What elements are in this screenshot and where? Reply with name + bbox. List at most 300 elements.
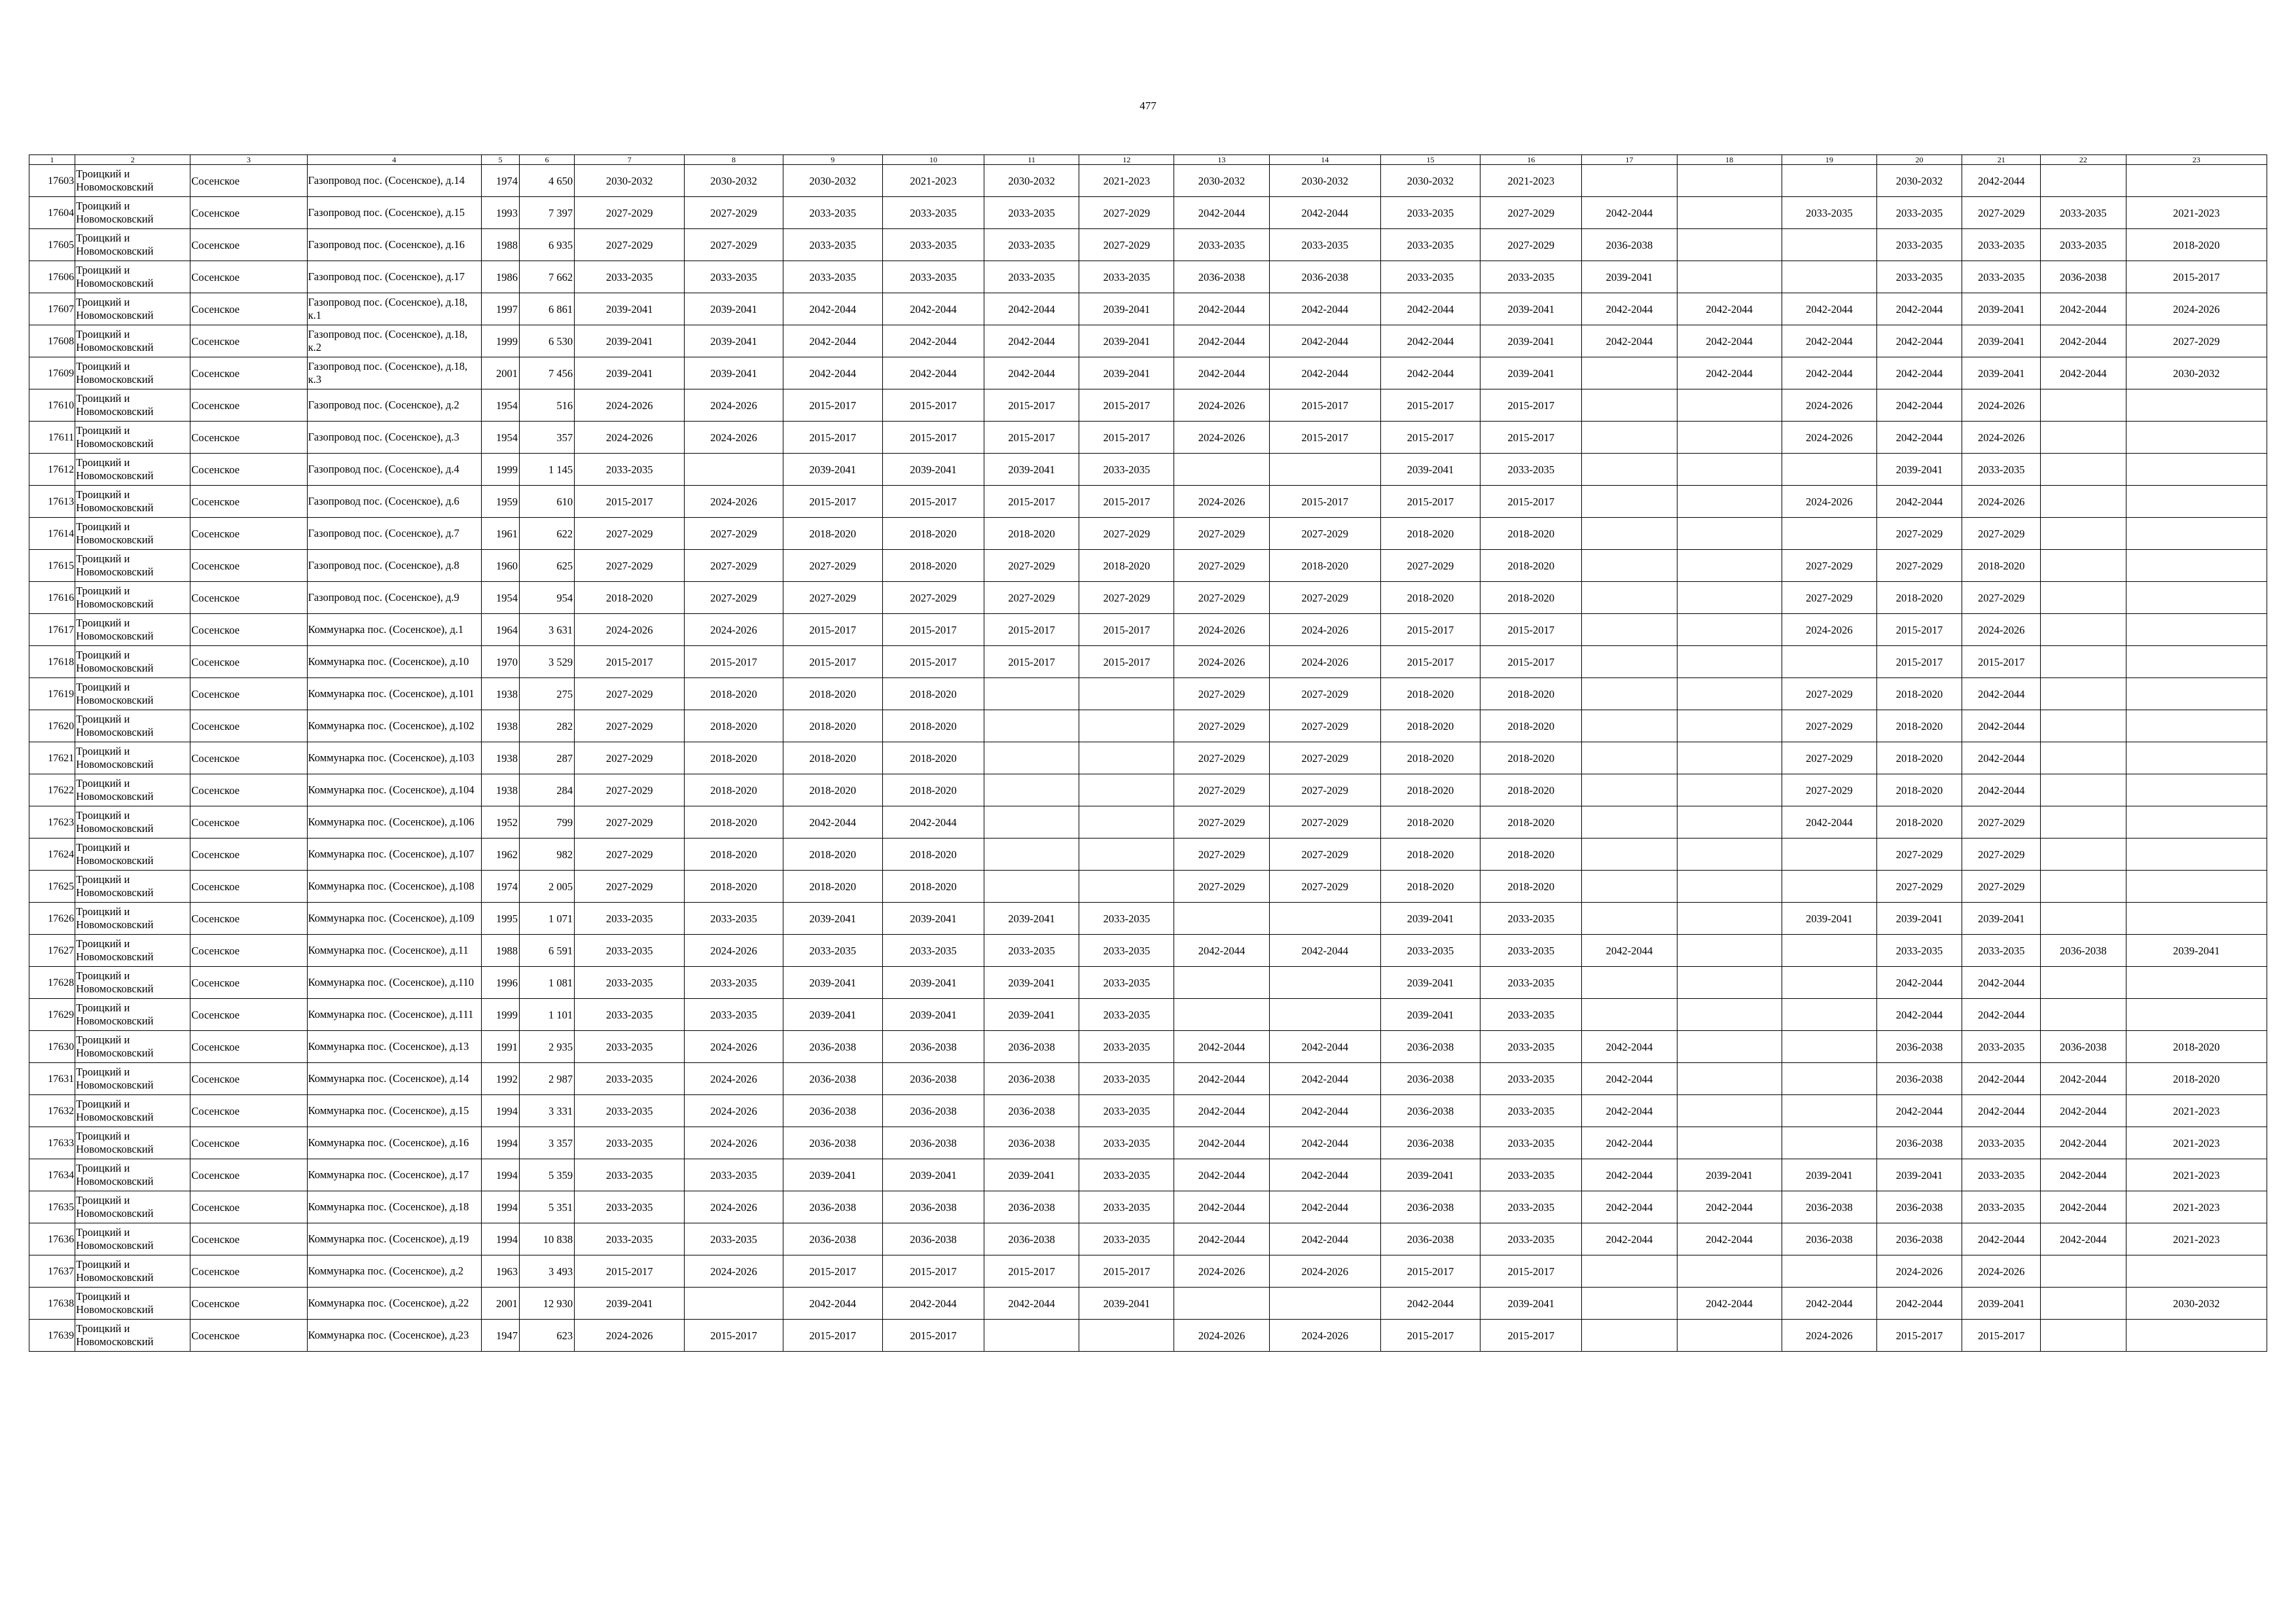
table-row — [29, 261, 2267, 293]
table-cell-col-5: 1994 — [481, 1095, 519, 1127]
table-cell-col-5: 1961 — [481, 518, 519, 550]
table-cell-col-15: 2036-2038 — [1380, 1127, 1480, 1159]
column-number-7: 7 — [575, 155, 685, 165]
table-cell-col-22 — [2041, 582, 2126, 614]
table-cell-col-18 — [1677, 229, 1782, 261]
table-row — [29, 903, 2267, 935]
table-cell-col-21: 2042-2044 — [1962, 678, 2041, 710]
table-cell-col-5: 1963 — [481, 1255, 519, 1288]
table-cell-col-19 — [1782, 1063, 1876, 1095]
table-cell-col-14: 2027-2029 — [1269, 839, 1380, 871]
table-cell-col-11: 2036-2038 — [984, 1063, 1079, 1095]
table-cell-col-15: 2042-2044 — [1380, 325, 1480, 357]
table-cell-col-10: 2033-2035 — [882, 197, 984, 229]
table-cell-col-1: 17634 — [29, 1159, 75, 1191]
table-cell-col-20: 2027-2029 — [1876, 839, 1962, 871]
table-cell-col-4: Коммунарка пос. (Сосенское), д.103 — [307, 742, 481, 774]
table-cell-col-10: 2021-2023 — [882, 165, 984, 197]
table-cell-col-6: 1 071 — [520, 903, 575, 935]
table-cell-col-11: 2015-2017 — [984, 486, 1079, 518]
table-cell-col-23 — [2126, 999, 2267, 1031]
table-cell-col-19 — [1782, 999, 1876, 1031]
table-cell-col-19 — [1782, 646, 1876, 678]
table-cell-col-19 — [1782, 165, 1876, 197]
table-cell-col-1: 17621 — [29, 742, 75, 774]
table-cell-col-1: 17624 — [29, 839, 75, 871]
table-cell-col-1: 17635 — [29, 1191, 75, 1223]
table-cell-col-5: 1974 — [481, 165, 519, 197]
table-cell-col-7: 2015-2017 — [575, 486, 685, 518]
table-cell-col-21: 2042-2044 — [1962, 165, 2041, 197]
table-cell-col-9: 2015-2017 — [783, 614, 882, 646]
table-cell-col-11 — [984, 839, 1079, 871]
table-cell-col-2: Троицкий и Новомосковский — [75, 1095, 190, 1127]
table-cell-col-4: Коммунарка пос. (Сосенское), д.15 — [307, 1095, 481, 1127]
table-cell-col-2: Троицкий и Новомосковский — [75, 197, 190, 229]
table-cell-col-6: 6 591 — [520, 935, 575, 967]
table-cell-col-19: 2042-2044 — [1782, 357, 1876, 389]
table-cell-col-14: 2042-2044 — [1269, 293, 1380, 325]
table-cell-col-17 — [1582, 422, 1677, 454]
table-cell-col-23: 2030-2032 — [2126, 1288, 2267, 1320]
table-cell-col-10: 2018-2020 — [882, 839, 984, 871]
table-cell-col-4: Газопровод пос. (Сосенское), д.16 — [307, 229, 481, 261]
table-cell-col-22 — [2041, 486, 2126, 518]
table-cell-col-16: 2033-2035 — [1480, 999, 1582, 1031]
table-row — [29, 422, 2267, 454]
table-cell-col-12: 2033-2035 — [1079, 1095, 1174, 1127]
table-cell-col-6: 623 — [520, 1320, 575, 1352]
table-cell-col-10: 2036-2038 — [882, 1191, 984, 1223]
table-cell-col-5: 1954 — [481, 389, 519, 422]
table-cell-col-7: 2039-2041 — [575, 1288, 685, 1320]
table-cell-col-3: Сосенское — [190, 1223, 307, 1255]
table-cell-col-21: 2024-2026 — [1962, 422, 2041, 454]
table-cell-col-10: 2015-2017 — [882, 486, 984, 518]
table-cell-col-15: 2015-2017 — [1380, 646, 1480, 678]
table-cell-col-22: 2042-2044 — [2041, 1063, 2126, 1095]
table-row — [29, 710, 2267, 742]
table-cell-col-13: 2042-2044 — [1174, 293, 1269, 325]
table-cell-col-14: 2033-2035 — [1269, 229, 1380, 261]
table-cell-col-14: 2027-2029 — [1269, 582, 1380, 614]
table-cell-col-16: 2039-2041 — [1480, 1288, 1582, 1320]
table-cell-col-18 — [1677, 1063, 1782, 1095]
table-cell-col-18: 2042-2044 — [1677, 1223, 1782, 1255]
table-cell-col-21: 2033-2035 — [1962, 1031, 2041, 1063]
table-cell-col-1: 17612 — [29, 454, 75, 486]
table-cell-col-12: 2027-2029 — [1079, 197, 1174, 229]
table-cell-col-14: 2027-2029 — [1269, 518, 1380, 550]
table-cell-col-8: 2024-2026 — [685, 389, 783, 422]
table-cell-col-13: 2042-2044 — [1174, 357, 1269, 389]
table-cell-col-23: 2027-2029 — [2126, 325, 2267, 357]
table-cell-col-9: 2042-2044 — [783, 357, 882, 389]
table-cell-col-4: Газопровод пос. (Сосенское), д.18, к.3 — [307, 357, 481, 389]
table-cell-col-15: 2015-2017 — [1380, 614, 1480, 646]
table-cell-col-8: 2018-2020 — [685, 678, 783, 710]
table-cell-col-3: Сосенское — [190, 614, 307, 646]
table-cell-col-12 — [1079, 710, 1174, 742]
table-cell-col-10: 2039-2041 — [882, 999, 984, 1031]
table-cell-col-23: 2015-2017 — [2126, 261, 2267, 293]
table-cell-col-17: 2042-2044 — [1582, 1031, 1677, 1063]
table-cell-col-12: 2015-2017 — [1079, 646, 1174, 678]
table-cell-col-6: 357 — [520, 422, 575, 454]
table-cell-col-12 — [1079, 839, 1174, 871]
table-cell-col-16: 2033-2035 — [1480, 1159, 1582, 1191]
table-cell-col-21: 2033-2035 — [1962, 935, 2041, 967]
table-cell-col-7: 2033-2035 — [575, 1031, 685, 1063]
table-cell-col-16: 2018-2020 — [1480, 582, 1582, 614]
table-cell-col-10: 2039-2041 — [882, 903, 984, 935]
table-cell-col-20: 2018-2020 — [1876, 678, 1962, 710]
table-cell-col-16: 2033-2035 — [1480, 1223, 1582, 1255]
table-cell-col-9: 2042-2044 — [783, 325, 882, 357]
table-cell-col-3: Сосенское — [190, 486, 307, 518]
table-cell-col-19: 2027-2029 — [1782, 774, 1876, 806]
table-cell-col-14: 2018-2020 — [1269, 550, 1380, 582]
table-cell-col-13 — [1174, 454, 1269, 486]
table-cell-col-5: 1994 — [481, 1191, 519, 1223]
table-row — [29, 678, 2267, 710]
table-cell-col-22: 2042-2044 — [2041, 325, 2126, 357]
table-cell-col-23: 2024-2026 — [2126, 293, 2267, 325]
table-cell-col-19 — [1782, 839, 1876, 871]
table-cell-col-17 — [1582, 999, 1677, 1031]
table-cell-col-11: 2033-2035 — [984, 229, 1079, 261]
table-cell-col-9: 2018-2020 — [783, 774, 882, 806]
table-cell-col-20: 2036-2038 — [1876, 1223, 1962, 1255]
table-cell-col-18 — [1677, 1095, 1782, 1127]
table-cell-col-1: 17626 — [29, 903, 75, 935]
table-cell-col-17: 2042-2044 — [1582, 1127, 1677, 1159]
table-cell-col-12 — [1079, 742, 1174, 774]
table-cell-col-16: 2018-2020 — [1480, 806, 1582, 839]
table-cell-col-1: 17636 — [29, 1223, 75, 1255]
table-cell-col-4: Газопровод пос. (Сосенское), д.7 — [307, 518, 481, 550]
column-number-16: 16 — [1480, 155, 1582, 165]
table-cell-col-19 — [1782, 967, 1876, 999]
table-cell-col-13: 2027-2029 — [1174, 518, 1269, 550]
table-cell-col-11: 2042-2044 — [984, 1288, 1079, 1320]
table-cell-col-11: 2033-2035 — [984, 261, 1079, 293]
table-cell-col-2: Троицкий и Новомосковский — [75, 1031, 190, 1063]
table-cell-col-4: Коммунарка пос. (Сосенское), д.102 — [307, 710, 481, 742]
table-cell-col-17 — [1582, 165, 1677, 197]
table-cell-col-21: 2033-2035 — [1962, 1191, 2041, 1223]
table-cell-col-9: 2015-2017 — [783, 486, 882, 518]
table-cell-col-14: 2024-2026 — [1269, 614, 1380, 646]
table-cell-col-10: 2018-2020 — [882, 871, 984, 903]
table-cell-col-19: 2036-2038 — [1782, 1223, 1876, 1255]
table-cell-col-20: 2015-2017 — [1876, 614, 1962, 646]
table-cell-col-15: 2015-2017 — [1380, 1320, 1480, 1352]
table-cell-col-11: 2015-2017 — [984, 614, 1079, 646]
table-cell-col-19: 2033-2035 — [1782, 197, 1876, 229]
table-cell-col-5: 1999 — [481, 454, 519, 486]
table-cell-col-7: 2027-2029 — [575, 550, 685, 582]
table-cell-col-19 — [1782, 1127, 1876, 1159]
table-cell-col-10: 2018-2020 — [882, 710, 984, 742]
table-cell-col-10: 2042-2044 — [882, 357, 984, 389]
table-cell-col-3: Сосенское — [190, 774, 307, 806]
table-cell-col-22: 2036-2038 — [2041, 935, 2126, 967]
table-cell-col-1: 17639 — [29, 1320, 75, 1352]
table-cell-col-3: Сосенское — [190, 871, 307, 903]
table-cell-col-16: 2039-2041 — [1480, 293, 1582, 325]
table-cell-col-14: 2042-2044 — [1269, 1095, 1380, 1127]
table-cell-col-2: Троицкий и Новомосковский — [75, 742, 190, 774]
table-cell-col-22 — [2041, 678, 2126, 710]
table-cell-col-22 — [2041, 550, 2126, 582]
table-cell-col-15: 2039-2041 — [1380, 999, 1480, 1031]
table-cell-col-18: 2042-2044 — [1677, 1191, 1782, 1223]
table-cell-col-20: 2024-2026 — [1876, 1255, 1962, 1288]
table-cell-col-21: 2027-2029 — [1962, 839, 2041, 871]
table-cell-col-18: 2042-2044 — [1677, 293, 1782, 325]
column-number-22: 22 — [2041, 155, 2126, 165]
table-cell-col-22 — [2041, 742, 2126, 774]
table-row — [29, 1288, 2267, 1320]
table-cell-col-22: 2036-2038 — [2041, 1031, 2126, 1063]
table-cell-col-15: 2018-2020 — [1380, 774, 1480, 806]
table-cell-col-15: 2042-2044 — [1380, 357, 1480, 389]
table-cell-col-20: 2042-2044 — [1876, 293, 1962, 325]
table-cell-col-8: 2024-2026 — [685, 1063, 783, 1095]
table-cell-col-4: Газопровод пос. (Сосенское), д.9 — [307, 582, 481, 614]
table-cell-col-16: 2018-2020 — [1480, 871, 1582, 903]
table-cell-col-18 — [1677, 389, 1782, 422]
table-cell-col-13 — [1174, 1288, 1269, 1320]
table-cell-col-9: 2015-2017 — [783, 1320, 882, 1352]
table-cell-col-11: 2039-2041 — [984, 999, 1079, 1031]
table-cell-col-10: 2042-2044 — [882, 806, 984, 839]
table-cell-col-17 — [1582, 646, 1677, 678]
table-cell-col-2: Троицкий и Новомосковский — [75, 518, 190, 550]
table-cell-col-12: 2033-2035 — [1079, 999, 1174, 1031]
table-cell-col-20: 2042-2044 — [1876, 325, 1962, 357]
table-cell-col-16: 2033-2035 — [1480, 1063, 1582, 1095]
table-cell-col-18 — [1677, 678, 1782, 710]
table-cell-col-15: 2015-2017 — [1380, 1255, 1480, 1288]
table-cell-col-4: Коммунарка пос. (Сосенское), д.19 — [307, 1223, 481, 1255]
table-cell-col-9: 2036-2038 — [783, 1223, 882, 1255]
table-cell-col-9: 2036-2038 — [783, 1095, 882, 1127]
column-number-23: 23 — [2126, 155, 2267, 165]
table-cell-col-9: 2018-2020 — [783, 742, 882, 774]
table-cell-col-6: 799 — [520, 806, 575, 839]
table-cell-col-9: 2018-2020 — [783, 678, 882, 710]
table-cell-col-1: 17608 — [29, 325, 75, 357]
table-cell-col-6: 3 331 — [520, 1095, 575, 1127]
table-cell-col-4: Газопровод пос. (Сосенское), д.14 — [307, 165, 481, 197]
table-cell-col-3: Сосенское — [190, 1288, 307, 1320]
table-cell-col-19: 2027-2029 — [1782, 742, 1876, 774]
table-cell-col-19: 2039-2041 — [1782, 1159, 1876, 1191]
table-cell-col-23 — [2126, 871, 2267, 903]
column-number-21: 21 — [1962, 155, 2041, 165]
table-cell-col-15: 2039-2041 — [1380, 454, 1480, 486]
table-cell-col-21: 2033-2035 — [1962, 454, 2041, 486]
table-cell-col-6: 516 — [520, 389, 575, 422]
table-cell-col-13: 2024-2026 — [1174, 646, 1269, 678]
table-cell-col-16: 2018-2020 — [1480, 518, 1582, 550]
table-cell-col-5: 1997 — [481, 293, 519, 325]
column-number-12: 12 — [1079, 155, 1174, 165]
table-cell-col-15: 2018-2020 — [1380, 839, 1480, 871]
table-cell-col-12: 2015-2017 — [1079, 422, 1174, 454]
table-cell-col-9: 2039-2041 — [783, 999, 882, 1031]
table-cell-col-2: Троицкий и Новомосковский — [75, 935, 190, 967]
table-cell-col-8: 2018-2020 — [685, 806, 783, 839]
table-cell-col-10: 2015-2017 — [882, 422, 984, 454]
table-cell-col-9: 2018-2020 — [783, 710, 882, 742]
table-cell-col-23 — [2126, 486, 2267, 518]
table-cell-col-15: 2039-2041 — [1380, 1159, 1480, 1191]
table-cell-col-16: 2015-2017 — [1480, 422, 1582, 454]
table-cell-col-9: 2039-2041 — [783, 1159, 882, 1191]
table-cell-col-9: 2018-2020 — [783, 839, 882, 871]
table-cell-col-21: 2024-2026 — [1962, 1255, 2041, 1288]
table-cell-col-12 — [1079, 678, 1174, 710]
table-cell-col-19 — [1782, 261, 1876, 293]
table-cell-col-21: 2039-2041 — [1962, 1288, 2041, 1320]
table-cell-col-21: 2033-2035 — [1962, 1127, 2041, 1159]
table-cell-col-21: 2039-2041 — [1962, 357, 2041, 389]
table-cell-col-3: Сосенское — [190, 293, 307, 325]
table-cell-col-19: 2024-2026 — [1782, 422, 1876, 454]
table-row — [29, 229, 2267, 261]
table-cell-col-3: Сосенское — [190, 389, 307, 422]
table-cell-col-7: 2027-2029 — [575, 806, 685, 839]
table-cell-col-4: Коммунарка пос. (Сосенское), д.106 — [307, 806, 481, 839]
table-cell-col-10: 2018-2020 — [882, 774, 984, 806]
table-cell-col-13: 2027-2029 — [1174, 678, 1269, 710]
table-cell-col-14: 2042-2044 — [1269, 197, 1380, 229]
table-cell-col-18 — [1677, 165, 1782, 197]
column-number-6: 6 — [520, 155, 575, 165]
table-cell-col-20: 2039-2041 — [1876, 903, 1962, 935]
table-cell-col-15: 2018-2020 — [1380, 518, 1480, 550]
table-cell-col-5: 1991 — [481, 1031, 519, 1063]
column-number-4: 4 — [307, 155, 481, 165]
table-cell-col-7: 2033-2035 — [575, 1127, 685, 1159]
table-cell-col-17 — [1582, 903, 1677, 935]
table-cell-col-23 — [2126, 422, 2267, 454]
table-cell-col-7: 2027-2029 — [575, 518, 685, 550]
table-cell-col-10: 2039-2041 — [882, 454, 984, 486]
table-cell-col-17 — [1582, 678, 1677, 710]
table-cell-col-12: 2033-2035 — [1079, 454, 1174, 486]
table-cell-col-7: 2033-2035 — [575, 1063, 685, 1095]
table-cell-col-10: 2033-2035 — [882, 229, 984, 261]
table-cell-col-9: 2033-2035 — [783, 261, 882, 293]
table-cell-col-21: 2042-2044 — [1962, 742, 2041, 774]
table-cell-col-6: 982 — [520, 839, 575, 871]
table-cell-col-1: 17625 — [29, 871, 75, 903]
table-cell-col-14: 2024-2026 — [1269, 1255, 1380, 1288]
table-cell-col-22 — [2041, 1320, 2126, 1352]
table-cell-col-11 — [984, 1320, 1079, 1352]
table-cell-col-12: 2015-2017 — [1079, 614, 1174, 646]
table-cell-col-22 — [2041, 839, 2126, 871]
table-cell-col-22 — [2041, 389, 2126, 422]
table-cell-col-13: 2042-2044 — [1174, 1031, 1269, 1063]
table-cell-col-16: 2033-2035 — [1480, 967, 1582, 999]
table-cell-col-6: 622 — [520, 518, 575, 550]
table-cell-col-4: Газопровод пос. (Сосенское), д.17 — [307, 261, 481, 293]
table-cell-col-10: 2042-2044 — [882, 325, 984, 357]
table-cell-col-11: 2015-2017 — [984, 646, 1079, 678]
table-row — [29, 197, 2267, 229]
table-cell-col-21: 2018-2020 — [1962, 550, 2041, 582]
table-cell-col-11: 2039-2041 — [984, 903, 1079, 935]
table-cell-col-12 — [1079, 806, 1174, 839]
table-cell-col-4: Газопровод пос. (Сосенское), д.6 — [307, 486, 481, 518]
table-row — [29, 742, 2267, 774]
table-cell-col-6: 6 861 — [520, 293, 575, 325]
table-cell-col-1: 17610 — [29, 389, 75, 422]
table-cell-col-16: 2039-2041 — [1480, 325, 1582, 357]
table-cell-col-2: Троицкий и Новомосковский — [75, 486, 190, 518]
table-cell-col-17: 2042-2044 — [1582, 1223, 1677, 1255]
table-cell-col-17 — [1582, 486, 1677, 518]
table-cell-col-12: 2027-2029 — [1079, 229, 1174, 261]
table-cell-col-11: 2015-2017 — [984, 1255, 1079, 1288]
table-cell-col-12: 2015-2017 — [1079, 1255, 1174, 1288]
table-cell-col-18 — [1677, 197, 1782, 229]
table-cell-col-23 — [2126, 518, 2267, 550]
table-cell-col-7: 2033-2035 — [575, 261, 685, 293]
table-cell-col-1: 17629 — [29, 999, 75, 1031]
table-cell-col-2: Троицкий и Новомосковский — [75, 1223, 190, 1255]
table-cell-col-14: 2015-2017 — [1269, 486, 1380, 518]
table-cell-col-3: Сосенское — [190, 1063, 307, 1095]
table-cell-col-10: 2036-2038 — [882, 1223, 984, 1255]
table-cell-col-17 — [1582, 871, 1677, 903]
table-cell-col-12 — [1079, 774, 1174, 806]
table-cell-col-22 — [2041, 1255, 2126, 1288]
table-cell-col-14: 2042-2044 — [1269, 1031, 1380, 1063]
table-cell-col-2: Троицкий и Новомосковский — [75, 646, 190, 678]
table-row — [29, 389, 2267, 422]
table-cell-col-2: Троицкий и Новомосковский — [75, 1127, 190, 1159]
table-cell-col-8: 2033-2035 — [685, 1159, 783, 1191]
table-cell-col-8: 2024-2026 — [685, 1255, 783, 1288]
table-cell-col-13: 2024-2026 — [1174, 422, 1269, 454]
table-cell-col-10: 2036-2038 — [882, 1031, 984, 1063]
table-cell-col-4: Коммунарка пос. (Сосенское), д.22 — [307, 1288, 481, 1320]
table-cell-col-22 — [2041, 806, 2126, 839]
table-cell-col-15: 2027-2029 — [1380, 550, 1480, 582]
table-cell-col-13: 2042-2044 — [1174, 325, 1269, 357]
table-cell-col-12: 2015-2017 — [1079, 389, 1174, 422]
table-row — [29, 935, 2267, 967]
table-cell-col-8: 2039-2041 — [685, 293, 783, 325]
table-cell-col-4: Коммунарка пос. (Сосенское), д.23 — [307, 1320, 481, 1352]
table-cell-col-6: 4 650 — [520, 165, 575, 197]
table-cell-col-1: 17633 — [29, 1127, 75, 1159]
table-cell-col-3: Сосенское — [190, 325, 307, 357]
table-cell-col-18: 2039-2041 — [1677, 1159, 1782, 1191]
table-cell-col-12: 2027-2029 — [1079, 582, 1174, 614]
table-cell-col-5: 1962 — [481, 839, 519, 871]
table-cell-col-18 — [1677, 261, 1782, 293]
table-cell-col-13: 2024-2026 — [1174, 1255, 1269, 1288]
table-cell-col-9: 2030-2032 — [783, 165, 882, 197]
table-cell-col-23 — [2126, 550, 2267, 582]
